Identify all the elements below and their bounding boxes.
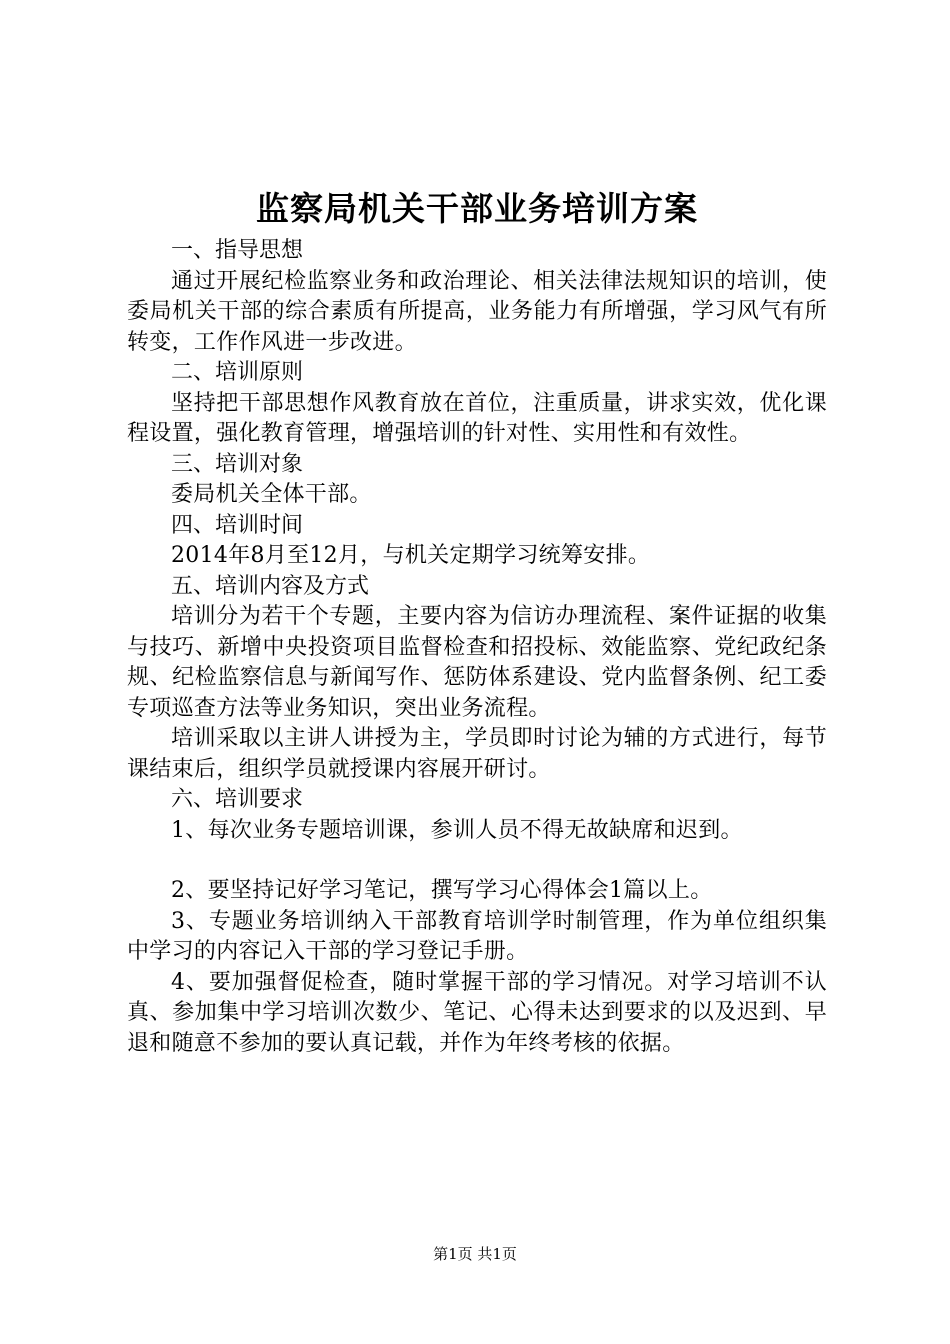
document-page xyxy=(127,184,827,1059)
section-heading: 五、培训内容及方式 xyxy=(171,573,370,599)
section-heading: 一、指导思想 xyxy=(171,238,304,263)
section-heading: 四、培训时间 xyxy=(171,512,304,538)
requirement-item: 3、专题业务培训纳入干部教育培训学时制管理，作为单位组织集中学习的内容记入干部的学习登记手册。 xyxy=(127,908,827,964)
paragraph: 培训分为若干个专题，主要内容为信访办理流程、案件证据的收集与技巧、新增中央投资项目监督检查和招投标、效能监察、党纪政纪条规、纪检监察信息与新闻写作、惩防体系建设、党内监督条例、纪工委专项巡查方法等业务知识，突出业务流程。 xyxy=(127,604,827,721)
paragraph: 培训采取以主讲人讲授为主，学员即时讨论为辅的方式进行，每节课结束后，组织学员就授课内容展开研讨。 xyxy=(127,726,827,782)
page-footer: 第1页 共1页 xyxy=(433,1245,517,1263)
paragraph: 2014年8月至12月，与机关定期学习统筹安排。 xyxy=(171,543,651,568)
requirement-item: 1、每次业务专题培训课，参训人员不得无故缺席和迟到。 xyxy=(171,817,743,843)
paragraph: 通过开展纪检监察业务和政治理论、相关法律法规知识的培训，使委局机关干部的综合素质有所提高，业务能力有所增强，学习风气有所转变，工作作风进一步改进。 xyxy=(127,268,827,355)
page-title: 监察局机关干部业务培训方案 xyxy=(256,189,698,228)
section-heading: 三、培训对象 xyxy=(171,451,304,477)
paragraph: 坚持把干部思想作风教育放在首位，注重质量，讲求实效，优化课程设置，强化教育管理，增强培训的针对性、实用性和有效性。 xyxy=(127,390,827,446)
paragraph: 委局机关全体干部。 xyxy=(171,482,372,507)
requirement-item: 2、要坚持记好学习笔记，撰写学习心得体会1篇以上。 xyxy=(171,878,713,903)
blank-line xyxy=(127,846,827,876)
section-heading: 六、培训要求 xyxy=(171,787,304,812)
section-heading: 二、培训原则 xyxy=(171,360,304,385)
requirement-item: 4、要加强督促检查，随时掌握干部的学习情况。对学习培训不认真、参加集中学习培训次数少、笔记、心得未达到要求的以及迟到、早退和随意不参加的要认真记载，并作为年终考核的依据。 xyxy=(127,969,827,1056)
